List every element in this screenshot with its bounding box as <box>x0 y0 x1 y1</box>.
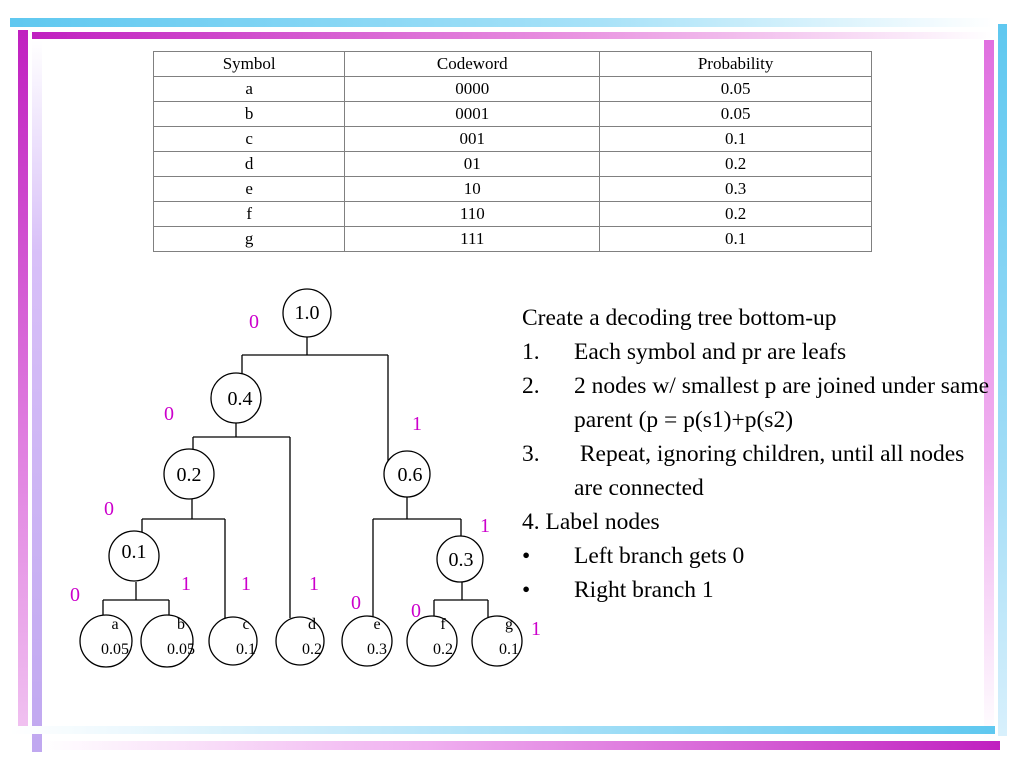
bullet-text: Right branch 1 <box>574 577 714 603</box>
list-item <box>522 437 992 505</box>
list-text: Each symbol and pr are leafs <box>574 339 847 365</box>
node-label: 0.4 <box>227 388 253 410</box>
branch-label: 1 <box>309 573 319 595</box>
branch-label: 0 <box>70 584 80 606</box>
leaf-symbol: d <box>308 616 316 633</box>
bullet-text: Left branch gets 0 <box>574 543 745 569</box>
leaf-symbol: a <box>111 616 119 633</box>
leaf-d <box>276 616 324 665</box>
leaf-prob: 0.2 <box>302 641 322 658</box>
leaf-symbol: g <box>505 616 513 633</box>
tree-edge <box>242 336 388 462</box>
leaf-g <box>472 616 522 666</box>
leaf-a <box>80 615 132 667</box>
node-0-1 <box>109 531 159 581</box>
cell-probability: 0.2 <box>600 202 872 227</box>
node-0-6 <box>384 451 430 497</box>
list-text: 2 nodes w/ smallest p are joined under same parent (p = p(s1)+p(s2) <box>574 373 990 433</box>
header-codeword: Codeword <box>345 52 600 77</box>
branch-label: 0 <box>104 498 114 520</box>
cell-probability: 0.05 <box>600 77 872 102</box>
instructions-subtitle: 4. Label nodes <box>522 509 660 535</box>
cell-codeword: 0000 <box>345 77 600 102</box>
leaf-symbol: e <box>373 616 381 633</box>
leaf-symbol: c <box>242 616 250 633</box>
leaf-prob: 0.05 <box>167 641 195 658</box>
branch-labels <box>70 311 541 640</box>
cell-codeword: 01 <box>345 152 600 177</box>
cell-probability: 0.1 <box>600 227 872 252</box>
cell-codeword: 10 <box>345 177 600 202</box>
tree-edge <box>434 582 488 618</box>
branch-label: 1 <box>531 618 541 640</box>
cell-symbol: d <box>154 152 345 177</box>
node-label: 0.2 <box>176 464 202 486</box>
node-label: 0.3 <box>448 549 474 571</box>
list-text: Repeat, ignoring children, until all nodes are connected <box>574 441 971 501</box>
cell-probability: 0.3 <box>600 177 872 202</box>
node-0-2 <box>164 449 214 499</box>
branch-label: 0 <box>411 600 421 622</box>
leaf-symbol: b <box>177 616 185 633</box>
leaf-b <box>141 615 195 667</box>
cell-codeword: 111 <box>345 227 600 252</box>
bullet-marker: • <box>522 577 531 603</box>
branch-label: 1 <box>241 573 251 595</box>
header-probability: Probability <box>600 52 872 77</box>
branch-label: 0 <box>164 403 174 425</box>
cell-probability: 0.1 <box>600 127 872 152</box>
bullet-item <box>522 573 992 607</box>
node-root <box>283 289 331 337</box>
tree-edge <box>103 582 169 618</box>
list-marker: 1. <box>522 339 540 365</box>
branch-label: 1 <box>181 573 191 595</box>
instructions <box>522 301 992 607</box>
cell-symbol: b <box>154 102 345 127</box>
list-marker: 3. <box>522 441 540 467</box>
cell-symbol: e <box>154 177 345 202</box>
cell-codeword: 001 <box>345 127 600 152</box>
node-0-4 <box>211 373 261 423</box>
branch-label: 0 <box>249 311 259 333</box>
cell-symbol: a <box>154 77 345 102</box>
cell-symbol: c <box>154 127 345 152</box>
leaf-prob: 0.1 <box>236 641 256 658</box>
cell-symbol: f <box>154 202 345 227</box>
node-label: 1.0 <box>294 302 320 324</box>
cell-probability: 0.2 <box>600 152 872 177</box>
leaf-prob: 0.2 <box>433 641 453 658</box>
branch-label: 0 <box>351 592 361 614</box>
branch-label: 1 <box>412 413 422 435</box>
node-0-3 <box>437 536 483 582</box>
bullet-marker: • <box>522 543 531 569</box>
leaf-c <box>209 616 257 665</box>
cell-probability: 0.05 <box>600 102 872 127</box>
node-label: 0.1 <box>121 541 147 563</box>
instructions-title: Create a decoding tree bottom-up <box>522 305 837 331</box>
leaf-e <box>342 616 392 666</box>
cell-codeword: 0001 <box>345 102 600 127</box>
list-item <box>522 369 992 437</box>
list-marker: 2. <box>522 373 540 399</box>
node-label: 0.6 <box>397 464 423 486</box>
leaf-prob: 0.1 <box>499 641 519 658</box>
leaf-prob: 0.3 <box>367 641 387 658</box>
header-symbol: Symbol <box>154 52 345 77</box>
list-item <box>522 335 992 369</box>
cell-symbol: g <box>154 227 345 252</box>
bullet-item <box>522 539 992 573</box>
branch-label: 1 <box>480 515 490 537</box>
cell-codeword: 110 <box>345 202 600 227</box>
leaf-prob: 0.05 <box>101 641 129 658</box>
leaf-f <box>407 616 457 666</box>
leaf-symbol: f <box>440 616 446 633</box>
